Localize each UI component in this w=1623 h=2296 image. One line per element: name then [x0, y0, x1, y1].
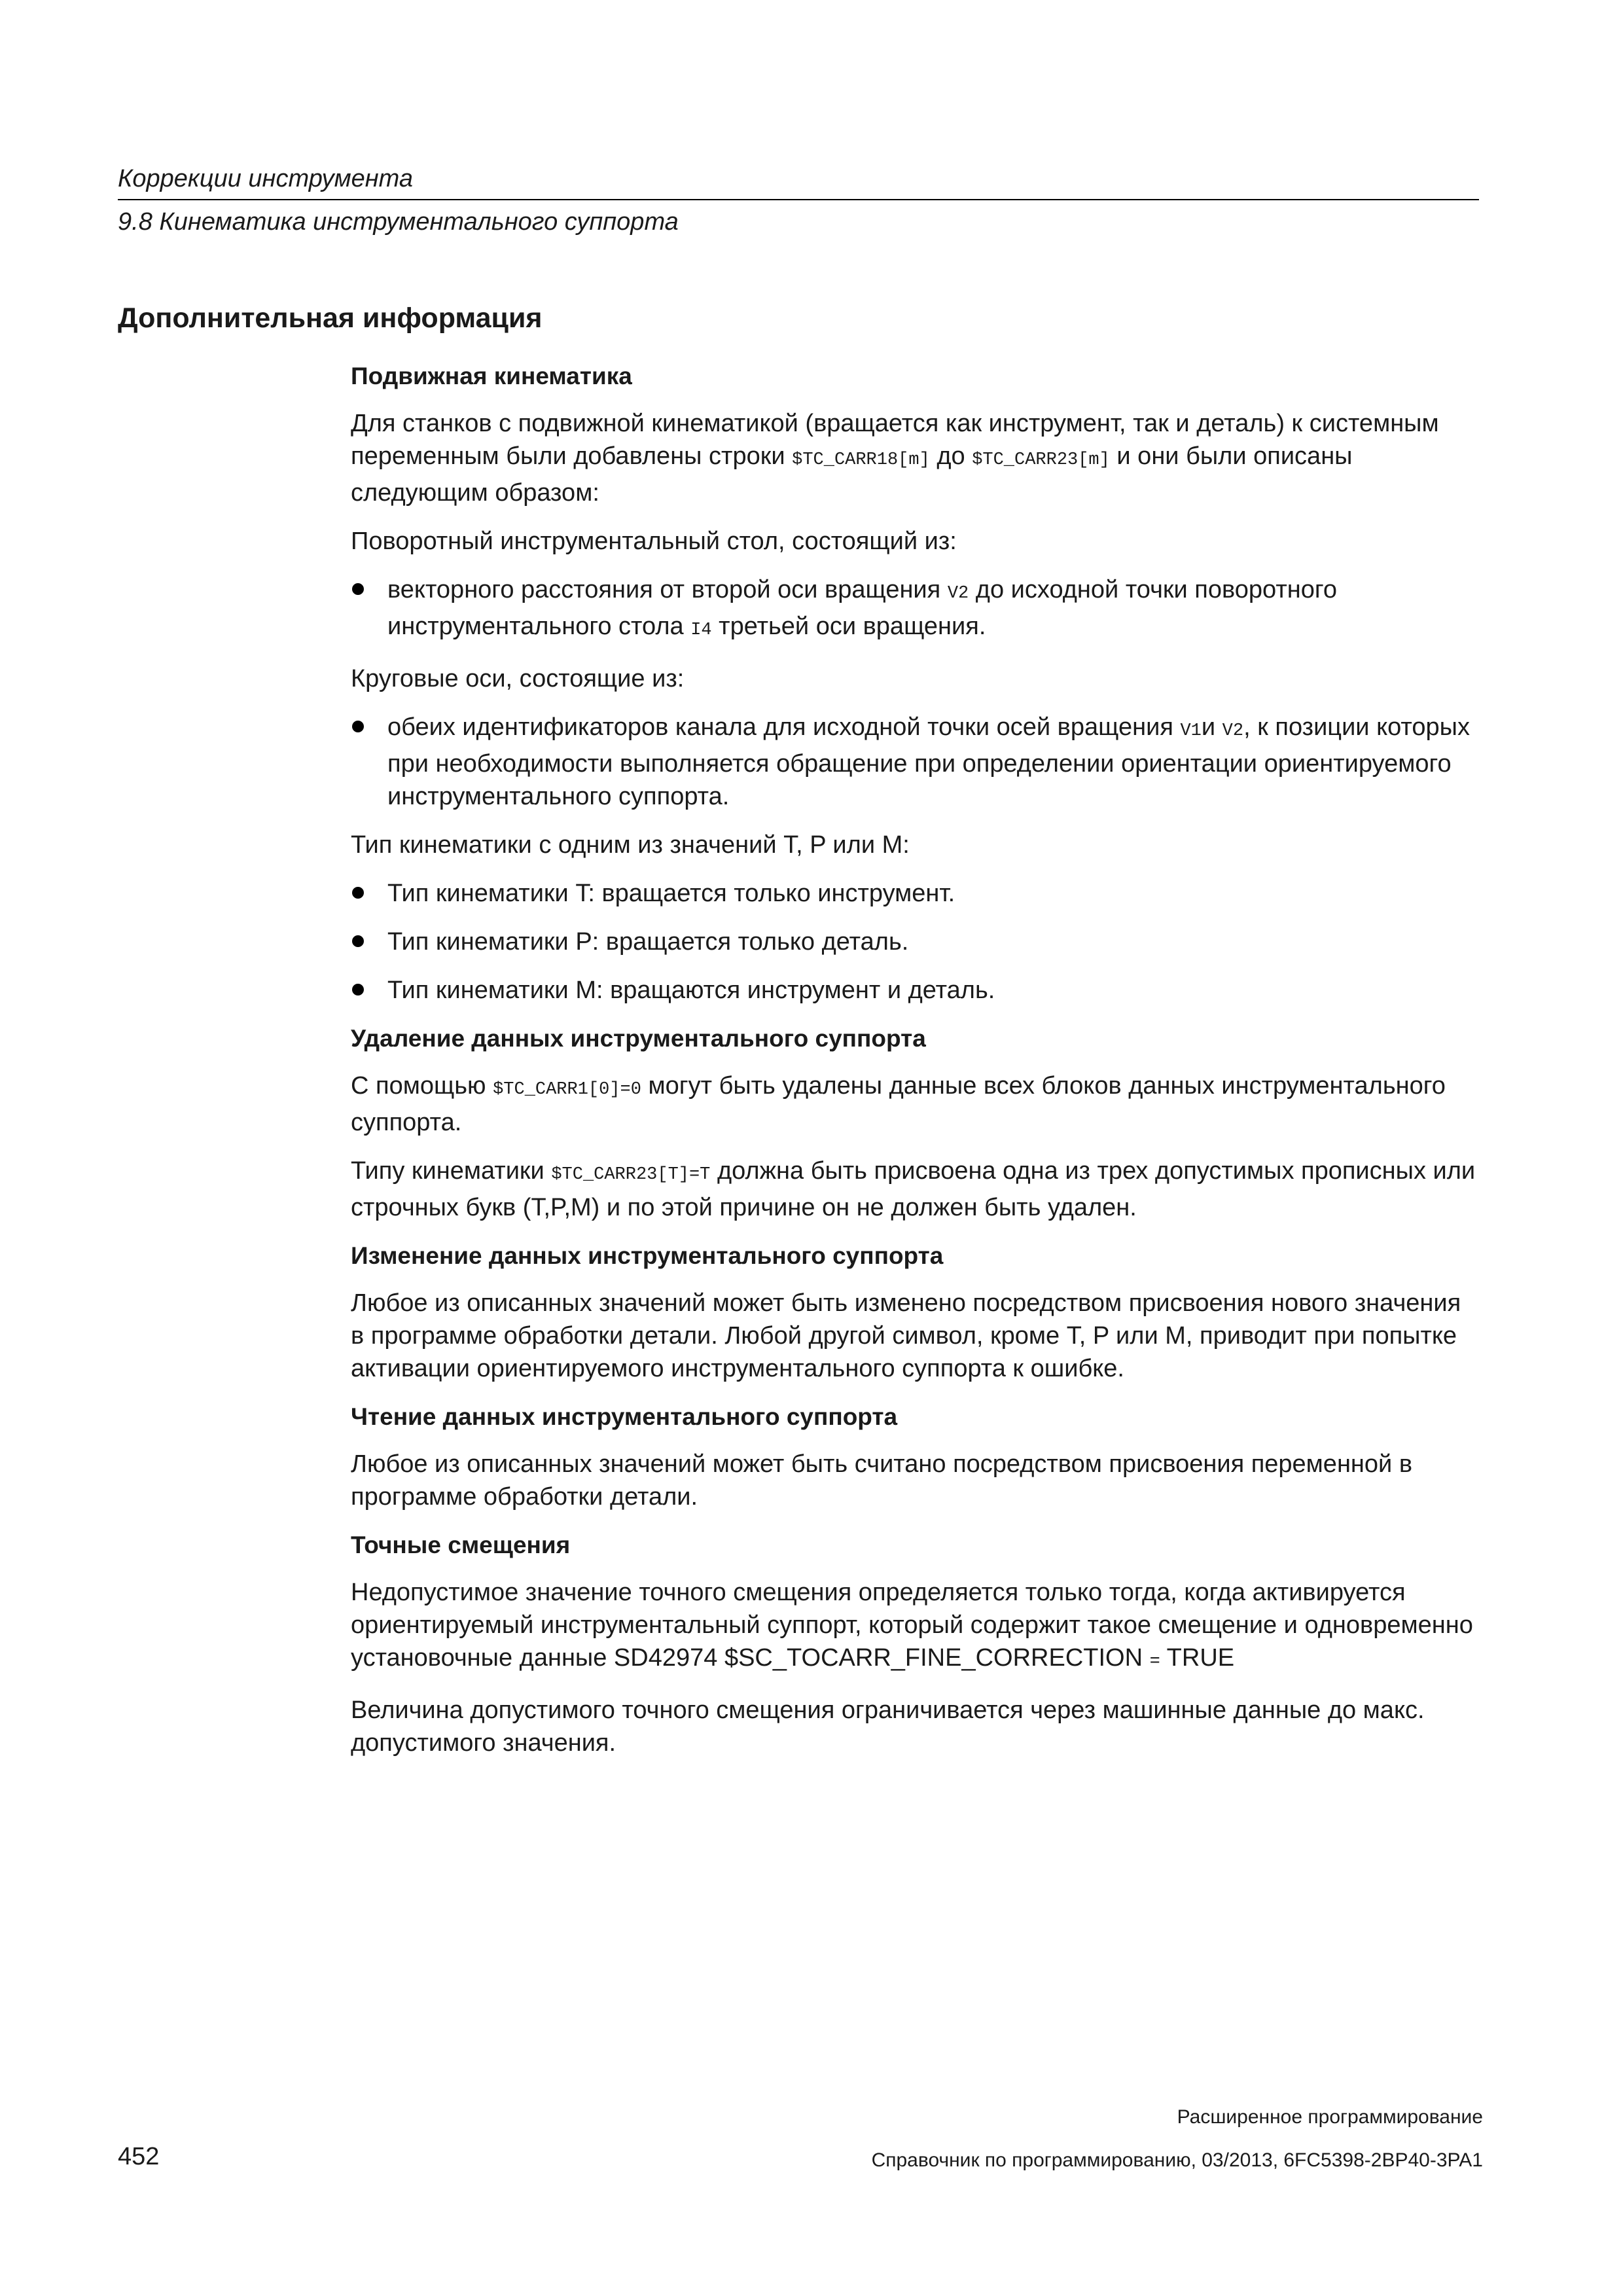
- header-section: 9.8 Кинематика инструментального суппорта: [118, 208, 679, 236]
- text: третьей оси вращения.: [711, 613, 986, 640]
- text: Тип кинематики P: вращается только деталь.: [387, 928, 909, 956]
- text: С помощью: [351, 1072, 493, 1100]
- bullet-icon: [352, 721, 364, 732]
- paragraph: Тип кинематики с одним из значений T, P или M:: [351, 831, 910, 859]
- text: Для станков с подвижной кинематикой (вращается как инструмент, так и деталь) к системным переменным были добавлены строки: [351, 410, 1439, 470]
- footer-reference: Справочник по программированию, 03/2013, 6FC5398-2BP40-3PA1: [871, 2149, 1483, 2171]
- code-inline: I4: [690, 620, 712, 640]
- bullet-list: [351, 573, 1476, 647]
- paragraph: Круговые оси, состоящие из:: [351, 665, 685, 692]
- code-inline: V2: [1222, 721, 1244, 741]
- code-inline: V2: [947, 584, 969, 603]
- list-item: [351, 925, 1476, 958]
- bullet-icon: [352, 583, 364, 595]
- paragraph: [351, 1576, 1476, 1678]
- text: , к позиции которых при необходимости выполняется обращение при определении ориентации ориентируемого инструментального суппорта.: [387, 713, 1470, 810]
- header-chapter: Коррекции инструмента: [118, 165, 414, 192]
- text: должна быть присвоена одна из трех допустимых прописных или строчных букв (T,P,M) и по этой причине он не должен быть удален.: [351, 1157, 1476, 1221]
- bullet-list: [351, 877, 1476, 1007]
- list-item: [351, 711, 1476, 813]
- code-inline: $TC_CARR18[m]: [792, 450, 930, 470]
- section-title-delete-data: Удаление данных инструментального суппорта: [351, 1025, 926, 1052]
- paragraph: [351, 407, 1476, 509]
- main-content: [351, 360, 1476, 1775]
- section-title-movable-kinematics: Подвижная кинематика: [351, 363, 632, 389]
- bullet-icon: [352, 984, 364, 996]
- footer-document-title: Расширенное программирование: [1177, 2106, 1483, 2128]
- list-item: [351, 573, 1476, 647]
- header-divider: [118, 199, 1479, 200]
- text: и они были описаны следующим образом:: [351, 442, 1353, 507]
- paragraph: Любое из описанных значений может быть изменено посредством присвоения нового значения в программе обработки детали. Любой другой символ, кроме T, P или M, приводит при попытке активации ориентируемого инструментального суппорта к ошибке.: [351, 1289, 1461, 1382]
- text: Тип кинематики T: вращается только инструмент.: [387, 880, 955, 907]
- paragraph: Любое из описанных значений может быть считано посредством присвоения переменной в программе обработки детали.: [351, 1450, 1413, 1511]
- text: обеих идентификаторов канала для исходной точки осей вращения: [387, 713, 1181, 741]
- list-item: [351, 877, 1476, 910]
- section-title-change-data: Изменение данных инструментального суппорта: [351, 1242, 944, 1269]
- text: TRUE: [1160, 1644, 1235, 1672]
- code-inline: V1: [1180, 721, 1202, 741]
- bullet-icon: [352, 935, 364, 947]
- paragraph: [351, 1069, 1476, 1139]
- text: до исходной точки поворотного инструментального стола: [387, 576, 1338, 640]
- code-inline: $TC_CARR23[T]=T: [551, 1165, 711, 1185]
- section-title-fine-offsets: Точные смещения: [351, 1532, 571, 1558]
- text: Тип кинематики M: вращаются инструмент и деталь.: [387, 977, 995, 1004]
- page-number: 452: [118, 2143, 160, 2170]
- paragraph: Величина допустимого точного смещения ограничивается через машинные данные до макс. допустимого значения.: [351, 1696, 1425, 1757]
- paragraph: [351, 1155, 1476, 1224]
- code-inline: $TC_CARR23[m]: [972, 450, 1110, 470]
- text: Типу кинематики: [351, 1157, 552, 1185]
- text: и: [1201, 713, 1222, 741]
- text: могут быть удалены данные всех блоков данных инструментального суппорта.: [351, 1072, 1446, 1136]
- code-inline: =: [1149, 1652, 1160, 1672]
- text: Недопустимое значение точного смещения определяется только тогда, когда активируется ориентируемый инструментальный суппорт, который содержит такое смещение и одновременно установочные данные SD42974 $SC_TOCARR_FINE_CORRECTION: [351, 1579, 1473, 1672]
- bullet-list: [351, 711, 1476, 813]
- code-inline: $TC_CARR1[0]=0: [493, 1080, 641, 1100]
- page-heading: Дополнительная информация: [118, 302, 543, 334]
- bullet-icon: [352, 887, 364, 899]
- section-title-read-data: Чтение данных инструментального суппорта: [351, 1403, 898, 1430]
- list-item: [351, 974, 1476, 1007]
- text: векторного расстояния от второй оси вращения: [387, 576, 948, 603]
- paragraph: Поворотный инструментальный стол, состоящий из:: [351, 528, 957, 555]
- text: до: [929, 442, 972, 470]
